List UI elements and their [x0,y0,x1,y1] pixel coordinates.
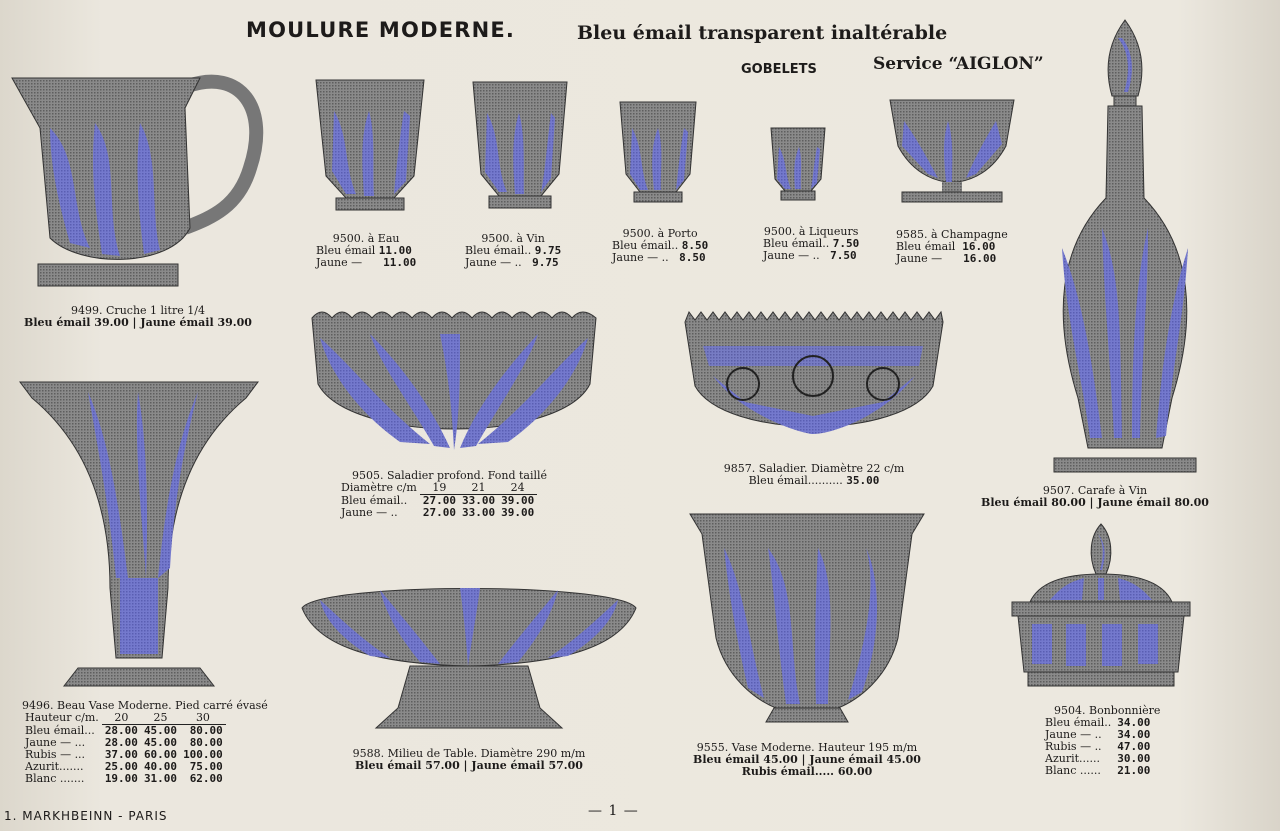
candy-box-illustration [1010,522,1192,692]
item-9500-porto-name: 9500. à Porto [622,227,698,240]
price-label: Bleu émail.. [763,237,830,250]
champagne-glass-illustration [888,96,1016,206]
price-label: Jaune — .. [1045,728,1102,741]
item-9555-rubis: Rubis émail..... 60.00 [741,765,873,778]
price-value: 33.00 [461,506,496,519]
price-value: 62.00 [189,772,223,785]
item-9585-caption [896,229,1008,265]
price-value: 80.00 [189,736,223,749]
price-value: 21.00 [1117,764,1151,777]
item-9585-name: 9585. à Champagne [896,228,1008,241]
item-9499-caption [10,305,266,329]
price-value: 9.75 [534,244,562,257]
price-label: Bleu émail [316,244,376,257]
price-value: 39.00 [501,506,535,519]
price-value: 16.00 [963,252,997,265]
item-9507-prices: Bleu émail 80.00 | Jaune émail 80.00 [981,496,1209,509]
item-9588-prices: Bleu émail 57.00 | Jaune émail 57.00 [355,759,583,772]
item-9500-vin-name: 9500. à Vin [481,232,545,245]
porto-glass-illustration [618,98,698,206]
price-label: Jaune — .. [612,251,669,264]
price-value: 8.50 [681,239,709,252]
price-value: 60.00 [143,748,178,761]
price-value: 80.00 [189,724,223,737]
page-number: — 1 — [588,803,639,819]
price-label: Bleu émail.. [612,239,679,252]
price-label: Azurit....... [25,760,84,773]
price-value: 34.00 [1117,728,1151,741]
item-9505-name: 9505. Saladier profond. Fond taillé [352,469,548,482]
item-9507-name: 9507. Carafe à Vin [1042,484,1148,497]
size-header: 30 [180,712,226,725]
publisher-footer: 1. MARKHBEINN - PARIS [4,809,168,823]
price-value: 11.00 [383,256,417,269]
price-value: 7.50 [832,237,860,250]
price-label: Rubis — ... [25,748,86,761]
price-value: 27.00 [422,494,456,507]
price-value: 7.50 [830,249,857,262]
pitcher-illustration [10,68,266,290]
price-label: Bleu émail.. [465,244,532,257]
price-label: Jaune — ... [25,736,86,749]
price-label: Blanc ...... [1045,764,1101,777]
price-label: Jaune — [896,252,943,265]
price-value: 31.00 [143,772,178,785]
price-label: Azurit...... [1045,752,1100,765]
item-9500-liqueurs-name: 9500. à Liqueurs [763,225,859,238]
item-9500-porto-caption [612,228,708,264]
price-value: 34.00 [1117,716,1151,729]
price-value: 30.00 [1117,752,1151,765]
size-header: 19 [420,482,459,495]
price-value: 9.75 [532,256,559,269]
price-value: 28.00 [104,724,138,737]
centerpiece-bowl-illustration [300,578,638,734]
price-value: 75.00 [189,760,223,773]
price-label: Bleu émail.......... [748,474,843,487]
modern-vase-illustration [688,508,926,726]
salad-bowl-illustration [683,306,945,440]
item-9504-price-table [1042,717,1153,777]
price-label: Blanc ....... [25,772,85,785]
dim-label: Hauteur c/m. [25,711,99,725]
item-9500-vin-caption [465,233,561,269]
price-value: 19.00 [104,772,138,785]
price-value: 16.00 [962,240,996,253]
item-9505-price-table [338,482,537,519]
item-9496-price-table [22,712,226,785]
item-9496-caption [22,700,268,785]
size-header: 24 [498,482,537,495]
item-9504-name: 9504. Bonbonnière [1054,704,1161,717]
price-label: Bleu émail... [25,723,95,737]
item-9555-name: 9555. Vase Moderne. Hauteur 195 m/m [696,741,918,754]
price-value: 40.00 [143,760,178,773]
item-9507-caption [980,485,1210,509]
price-label: Jaune — .. [763,249,820,262]
service-heading: Service “AIGLON” [873,54,1044,74]
page-title: MOULURE MODERNE. [246,18,516,42]
price-label: Jaune — .. [341,506,398,519]
item-9857-caption [683,463,945,487]
liqueur-glass-illustration [769,125,827,203]
item-9555-caption [688,742,926,778]
price-value: 11.00 [378,244,412,257]
price-value: 25.00 [104,760,138,773]
price-value: 28.00 [104,736,138,749]
item-9496-name: 9496. Beau Vase Moderne. Pied carré évasé [22,699,268,712]
price-label: Jaune — [316,256,363,269]
gobelets-heading: GOBELETS [741,62,817,77]
price-value: 100.00 [183,748,223,761]
price-label: Jaune — .. [465,256,522,269]
price-value: 8.50 [679,251,706,264]
item-9499-prices: Bleu émail 39.00 | Jaune émail 39.00 [24,316,252,329]
item-9505-caption [338,470,547,519]
water-glass-illustration [314,76,426,214]
item-9588-caption [300,748,638,772]
size-header: 20 [102,712,141,725]
item-9555-prices: Bleu émail 45.00 | Jaune émail 45.00 [693,753,921,766]
price-value: 45.00 [143,736,178,749]
item-9504-caption [1042,705,1160,777]
item-9588-name: 9588. Milieu de Table. Diamètre 290 m/m [352,747,586,760]
deep-salad-bowl-illustration [310,304,598,456]
price-value: 45.00 [143,724,178,737]
price-value: 27.00 [422,506,456,519]
price-value: 37.00 [104,748,138,761]
price-label: Rubis — .. [1045,740,1102,753]
size-header: 21 [459,482,498,495]
price-value: 33.00 [461,494,496,507]
item-9500-eau-caption [316,233,416,269]
item-9499-name: 9499. Cruche 1 litre 1/4 [71,304,205,317]
price-value: 47.00 [1117,740,1151,753]
item-9857-name: 9857. Saladier. Diamètre 22 c/m [723,462,905,475]
price-label: Bleu émail [896,240,956,253]
tall-vase-illustration [18,378,260,690]
wine-glass-illustration [471,78,569,212]
item-9500-liqueurs-caption [763,226,859,262]
size-header: 25 [141,712,180,725]
price-value: 35.00 [846,474,880,487]
item-9500-eau-name: 9500. à Eau [332,232,400,245]
dim-label: Diamètre c/m [341,481,417,495]
page-subtitle: Bleu émail transparent inaltérable [577,22,948,44]
price-label: Bleu émail.. [1045,716,1112,729]
price-label: Bleu émail.. [341,493,408,507]
carafe-illustration [1052,18,1198,474]
price-value: 39.00 [501,494,535,507]
